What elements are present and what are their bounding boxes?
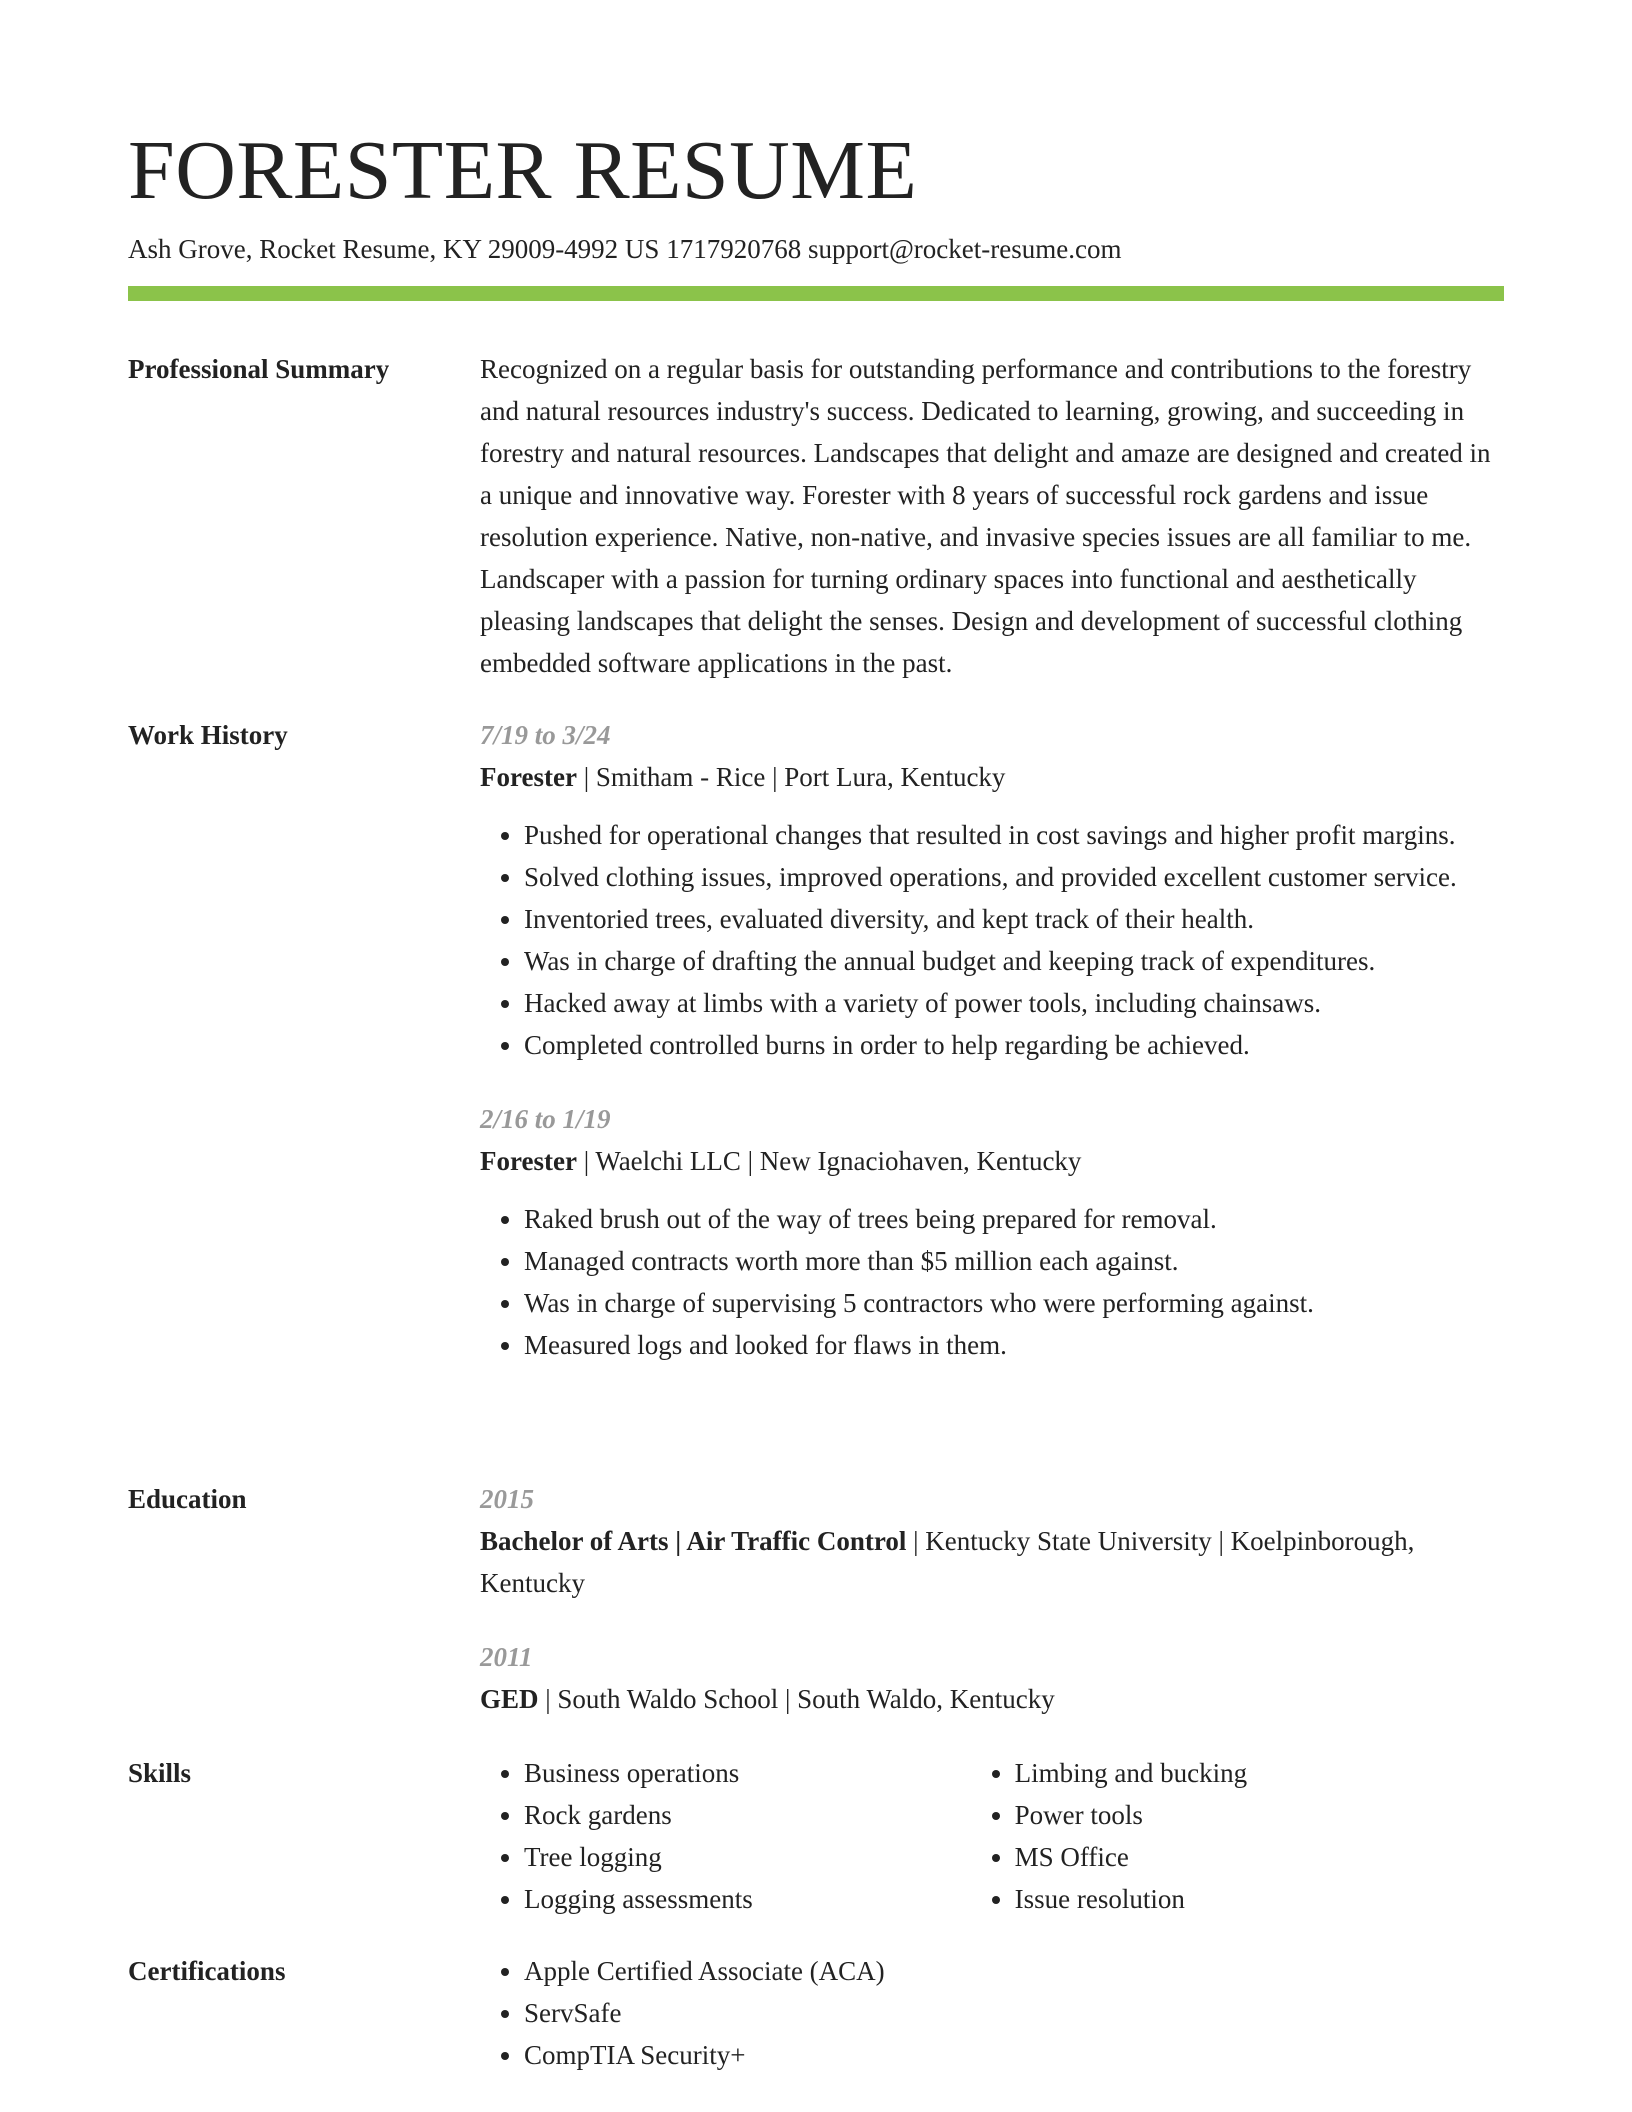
skills-list-left	[480, 1752, 971, 1920]
education-degree: GED	[480, 1684, 539, 1714]
list-item: • ServSafe	[524, 1992, 1504, 2034]
job-entry	[480, 1098, 1504, 1366]
section-label-summary: Professional Summary	[128, 354, 390, 384]
list-item: • Managed contracts worth more than $5 million each against.	[524, 1240, 1504, 1282]
education-degree: Bachelor of Arts | Air Traffic Control	[480, 1526, 907, 1556]
skills-columns	[480, 1752, 1504, 1920]
accent-divider	[128, 286, 1504, 301]
list-item: • Rock gardens	[524, 1794, 971, 1836]
list-item: • Business operations	[524, 1752, 971, 1794]
skills-list-right	[971, 1752, 1504, 1920]
list-item: • MS Office	[1015, 1836, 1504, 1878]
job-dates: 2/16 to 1/19	[480, 1104, 611, 1134]
job-bullets	[480, 1198, 1504, 1366]
job-details: | Smitham - Rice | Port Lura, Kentucky	[576, 762, 1006, 792]
list-item: • Logging assessments	[524, 1878, 971, 1920]
summary-text: Recognized on a regular basis for outstanding performance and contributions to the forestry and natural resources industry's success. Dedicated to learning, growing, and succeeding in forestry and natural resources. Landscapes that delight and amaze are designed and created in a unique and innovative way. Forester with 8 years of successful rock gardens and issue resolution experience. Native, non-native, and invasive species issues are all familiar to me. Landscaper with a passion for turning ordinary spaces into functional and aesthetically pleasing landscapes that delight the senses. Design and development of successful clothing embedded software applications in the past.	[480, 354, 1491, 678]
job-details: | Waelchi LLC | New Ignaciohaven, Kentucky	[576, 1146, 1082, 1176]
list-item: • Measured logs and looked for flaws in them.	[524, 1324, 1504, 1366]
list-item: • CompTIA Security+	[524, 2034, 1504, 2076]
job-title: Forester	[480, 1146, 577, 1176]
list-item: • Raked brush out of the way of trees being prepared for removal.	[524, 1198, 1504, 1240]
list-item: • Hacked away at limbs with a variety of power tools, including chainsaws.	[524, 982, 1504, 1024]
education-details: | South Waldo School | South Waldo, Kentucky	[538, 1684, 1055, 1714]
education-year: 2015	[480, 1484, 534, 1514]
contact-line: Ash Grove, Rocket Resume, KY 29009-4992 US 1717920768 support@rocket-resume.com	[128, 234, 1122, 264]
section-label-skills: Skills	[128, 1758, 192, 1788]
education-heading	[480, 1520, 1504, 1604]
education-entry	[480, 1636, 1504, 1720]
list-item: • Completed controlled burns in order to help regarding be achieved.	[524, 1024, 1504, 1066]
list-item: • Solved clothing issues, improved operations, and provided excellent customer service.	[524, 856, 1504, 898]
education-details: | Kentucky State University | Koelpinborough, Kentucky	[480, 1526, 1415, 1598]
education-year: 2011	[480, 1642, 533, 1672]
list-item: • Was in charge of supervising 5 contractors who were performing against.	[524, 1282, 1504, 1324]
list-item: • Issue resolution	[1015, 1878, 1504, 1920]
job-bullets	[480, 814, 1504, 1066]
list-item: • Pushed for operational changes that resulted in cost savings and higher profit margins.	[524, 814, 1504, 856]
list-item: • Power tools	[1015, 1794, 1504, 1836]
section-label-education: Education	[128, 1484, 247, 1514]
list-item: • Apple Certified Associate (ACA)	[524, 1950, 1504, 1992]
list-item: • Was in charge of drafting the annual budget and keeping track of expenditures.	[524, 940, 1504, 982]
section-label-certifications: Certifications	[128, 1956, 286, 1986]
certifications-list	[480, 1950, 1504, 2076]
resume-title: FORESTER RESUME	[128, 124, 918, 217]
list-item: • Limbing and bucking	[1015, 1752, 1504, 1794]
education-heading	[480, 1678, 1504, 1720]
job-title: Forester	[480, 762, 577, 792]
job-dates: 7/19 to 3/24	[480, 720, 611, 750]
list-item: • Inventoried trees, evaluated diversity, and kept track of their health.	[524, 898, 1504, 940]
section-label-work: Work History	[128, 720, 288, 750]
job-heading	[480, 1140, 1504, 1182]
job-heading	[480, 756, 1504, 798]
education-entry	[480, 1478, 1504, 1604]
job-entry	[480, 714, 1504, 1066]
list-item: • Tree logging	[524, 1836, 971, 1878]
